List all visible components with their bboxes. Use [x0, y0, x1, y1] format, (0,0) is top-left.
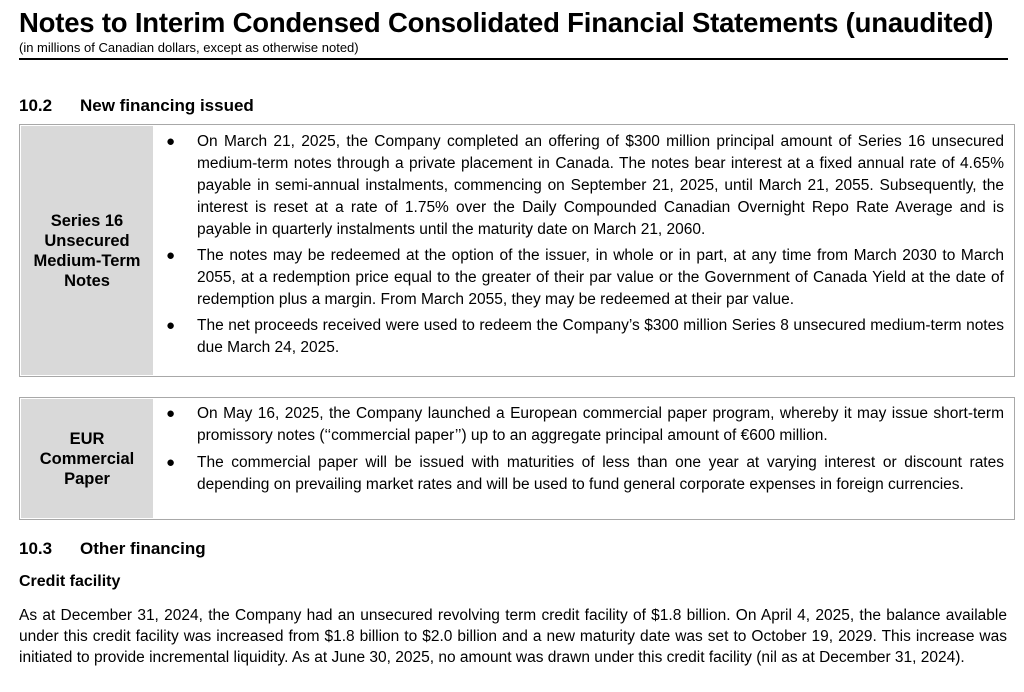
list-item: [153, 315, 1004, 359]
bullet-text: The net proceeds received were used to redeem the Company’s $300 million Series 8 unsecured medium-term notes due March 24, 2025.: [197, 317, 1004, 356]
box-label-cell: [21, 399, 153, 518]
eur-commercial-paper-box: [19, 397, 1015, 520]
bullet-text: The commercial paper will be issued with maturities of less than one year at varying interest or discount rates depending on prevailing market rates and will be used to fund general corporate expenses in foreign currencies.: [197, 454, 1004, 493]
bullet-list: [153, 403, 1004, 496]
bullet-icon: ●: [166, 317, 176, 334]
bullet-icon: ●: [166, 405, 176, 422]
bullet-icon: ●: [166, 247, 176, 264]
box-content: [153, 125, 1014, 376]
box-label-cell: [21, 126, 153, 375]
section-number: 10.3: [19, 539, 53, 558]
bullet-icon: ●: [166, 133, 176, 150]
box-label: Series 16 Unsecured Medium-Term Notes: [33, 211, 141, 290]
section-title: New financing issued: [80, 96, 254, 115]
box-label: EUR Commercial Paper: [39, 429, 135, 488]
section-number: 10.2: [19, 96, 53, 115]
bullet-text: On May 16, 2025, the Company launched a European commercial paper program, whereby it may issue short-term promissory notes (‘‘commercial paper’’) up to an aggregate principal amount of €600 million.: [197, 405, 1004, 444]
box-content: [153, 398, 1014, 519]
series-16-notes-box: [19, 124, 1015, 377]
bullet-list: [153, 131, 1004, 359]
section-heading-10-3: [19, 539, 206, 559]
bullet-icon: ●: [166, 454, 176, 471]
section-title: Other financing: [80, 539, 206, 558]
credit-facility-paragraph: As at December 31, 2024, the Company had an unsecured revolving term credit facility of $1.8 billion. On April 4, 2025, the balance available under this credit facility was increased from $1.8 billion to $2.0 billion and a new maturity date was set to October 19, 2029. This increase was initiated to provide incremental liquidity. As at June 30, 2025, no amount was drawn under this credit facility (nil as at December 31, 2024).: [19, 607, 1007, 666]
list-item: [153, 245, 1004, 311]
list-item: [153, 131, 1004, 241]
title-divider: [19, 58, 1008, 60]
page-title: Notes to Interim Condensed Consolidated Financial Statements (unaudited): [19, 7, 994, 38]
page-subtitle: (in millions of Canadian dollars, except as otherwise noted): [19, 40, 359, 55]
bullet-text: The notes may be redeemed at the option of the issuer, in whole or in part, at any time from March 2030 to March 2055, at a redemption price equal to the greater of their par value or the Government of Canada Yield at the date of redemption plus a margin. From March 2055, they may be redeemed at their par value.: [197, 247, 1004, 308]
list-item: [153, 452, 1004, 496]
section-heading-10-2: [19, 96, 254, 116]
bullet-text: On March 21, 2025, the Company completed an offering of $300 million principal amount of Series 16 unsecured medium-term notes through a private placement in Canada. The notes bear interest at a fixed annual rate of 4.65% payable in semi-annual instalments, commencing on September 21, 2025, until March 21, 2055. Subsequently, the interest is reset at a rate of 1.75% over the Daily Compounded Canadian Overnight Repo Rate Average and is payable in quarterly instalments until the maturity date on March 21, 2060.: [197, 133, 1004, 238]
credit-facility-heading: Credit facility: [19, 573, 121, 590]
list-item: [153, 403, 1004, 447]
